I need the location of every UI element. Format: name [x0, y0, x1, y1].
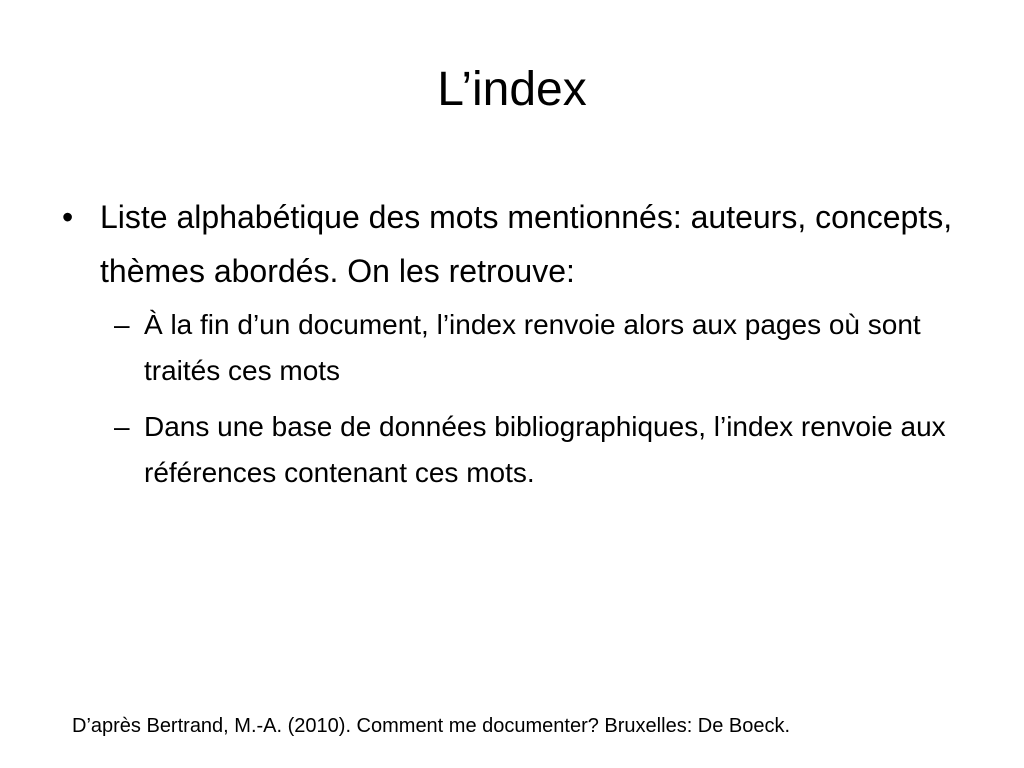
sub-bullet-list: [62, 302, 982, 496]
bullet-marker: •: [62, 199, 74, 235]
slide-content: [62, 190, 982, 506]
dash-marker: –: [114, 309, 130, 340]
slide-title: L’index: [437, 63, 587, 116]
bullet-text: Liste alphabétique des mots mentionnés: auteurs, concepts, thèmes abordés. On les retrouve:: [100, 199, 953, 289]
sub-bullet-item: [114, 404, 982, 496]
source-footnote: D’après Bertrand, M.-A. (2010). Comment me documenter? Bruxelles: De Boeck.: [72, 715, 791, 737]
sub-bullet-text: À la fin d’un document, l’index renvoie alors aux pages où sont traités ces mots: [144, 309, 921, 386]
sub-bullet-item: [114, 302, 982, 394]
dash-marker: –: [114, 411, 130, 442]
sub-bullet-text: Dans une base de données bibliographiques, l’index renvoie aux références contenant ces mots.: [144, 411, 946, 488]
bullet-item: [62, 190, 982, 298]
